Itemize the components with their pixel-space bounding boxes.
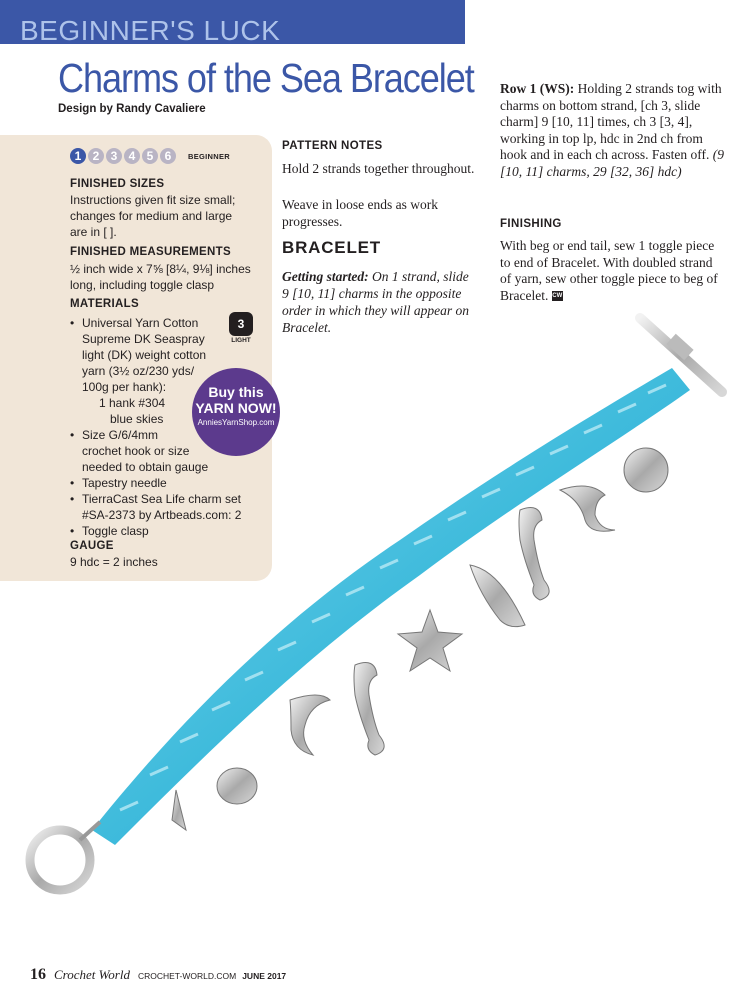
- gauge-heading: GAUGE: [70, 540, 114, 552]
- material-item-line: Supreme DK Seaspray: [82, 332, 205, 346]
- finishing-paragraph: [500, 238, 725, 304]
- finishing-text: With beg or end tail, sew 1 toggle piece to end of Bracelet. With doubled strand of yarn, sew other toggle piece to beg of Bracelet.: [500, 238, 718, 303]
- skill-level-4: 4: [124, 148, 140, 164]
- material-item-line: 1 hank #304: [99, 396, 166, 410]
- section-banner: [0, 0, 465, 44]
- buy-badge-link[interactable]: AnniesYarnShop.com: [197, 418, 275, 427]
- row1-count: (9 [10, 11] charms, 29 [32, 36] hdc): [500, 147, 724, 179]
- material-item-line: 100g per hank):: [82, 380, 167, 394]
- skill-level-label: BEGINNER: [188, 151, 230, 161]
- shell-charm: [172, 790, 186, 830]
- getting-started-text: On 1 strand, slide 9 [10, 11] charms in the opposite order in which they will appear on Bracelet.: [282, 269, 469, 335]
- material-item-line: #SA-2373 by Artbeads.com: 2: [82, 508, 242, 522]
- material-item: • Universal Yarn Cotton: [70, 315, 260, 331]
- yarn-weight-number: 3: [229, 312, 253, 336]
- issue-date: JUNE 2017: [242, 971, 287, 981]
- crochet-band: [92, 368, 690, 845]
- dolphin-charm: [290, 695, 330, 755]
- row1-label: Row 1 (WS):: [500, 81, 575, 96]
- material-item-line: blue skies: [110, 412, 164, 426]
- measurements-heading: FINISHED MEASUREMENTS: [70, 246, 231, 258]
- pattern-notes-heading: PATTERN NOTES: [282, 140, 383, 152]
- page-number: 16: [30, 966, 46, 983]
- magazine-name: Crochet World: [54, 967, 130, 982]
- getting-started-label: Getting started:: [282, 269, 369, 284]
- getting-started-paragraph: [282, 268, 477, 336]
- skill-level-6: 6: [160, 148, 176, 164]
- material-item-line: crochet hook or size: [82, 444, 190, 458]
- material-item: • Size G/6/4mm: [70, 427, 260, 443]
- bracelet-photo: [0, 300, 750, 900]
- page-title: Charms of the Sea Bracelet: [58, 55, 474, 101]
- row1-text: Holding 2 strands tog with charms on bottom strand, [ch 3, slide charm] 9 [10, 11] times, ch 3 [3, 4], working in top lp, hdc in 2nd ch from hook and in each ch across. Fasten off.: [500, 81, 722, 162]
- finished-sizes-heading: FINISHED SIZES: [70, 178, 165, 190]
- finishing-heading: FINISHING: [500, 218, 562, 230]
- website: CROCHET-WORLD.COM: [137, 971, 237, 981]
- end-mark-icon: CW: [552, 293, 563, 300]
- pattern-notes-p2: Weave in loose ends as work progresses.: [282, 197, 438, 229]
- scallop-charm: [217, 768, 257, 804]
- seahorse-charm: [354, 663, 384, 755]
- dolphin-charm-2: [560, 486, 615, 531]
- page-footer: [30, 966, 286, 984]
- gauge-text: 9 hdc = 2 inches: [70, 555, 158, 569]
- material-item: • Toggle clasp: [70, 523, 260, 539]
- row1-paragraph: [500, 81, 725, 180]
- finished-sizes-line: are in [ ].: [70, 225, 117, 239]
- charms: [172, 448, 668, 830]
- material-item: • Tapestry needle: [70, 475, 260, 491]
- measurements-line: long, including toggle clasp: [70, 278, 215, 292]
- skill-level-indicator: [70, 148, 230, 164]
- finished-sizes-line: Instructions given fit size small;: [70, 193, 236, 207]
- material-item-line: needed to obtain gauge: [82, 460, 209, 474]
- byline: Design by Randy Cavaliere: [58, 103, 206, 115]
- skill-level-2: 2: [88, 148, 104, 164]
- skill-level-1: 1: [70, 148, 86, 164]
- material-item-line: yarn (3½ oz/230 yds/: [82, 364, 195, 378]
- skill-level-5: 5: [142, 148, 158, 164]
- buy-badge-line2: YARN NOW!: [195, 400, 277, 416]
- material-item-line: light (DK) weight cotton: [82, 348, 207, 362]
- finished-sizes-line: changes for medium and large: [70, 209, 233, 223]
- section-label: BEGINNER'S LUCK: [20, 15, 281, 46]
- starfish-charm: [398, 610, 462, 671]
- measurements-text: [70, 261, 251, 293]
- conch-charm: [470, 565, 525, 627]
- finished-sizes-text: [70, 192, 235, 240]
- measurements-line: ½ inch wide x 7⅝ [8¼, 9⅛] inches: [70, 262, 251, 276]
- pattern-notes-p1: Hold 2 strands together throughout.: [282, 161, 475, 176]
- scallop-charm-2: [624, 448, 668, 492]
- skill-level-3: 3: [106, 148, 122, 164]
- yarn-weight-label: LIGHT: [231, 337, 251, 344]
- seahorse-charm-2: [519, 508, 549, 600]
- materials-heading: MATERIALS: [70, 298, 139, 310]
- material-item: • TierraCast Sea Life charm set: [70, 491, 260, 507]
- buy-badge-line1: Buy this: [208, 384, 264, 400]
- bracelet-heading: BRACELET: [282, 238, 381, 257]
